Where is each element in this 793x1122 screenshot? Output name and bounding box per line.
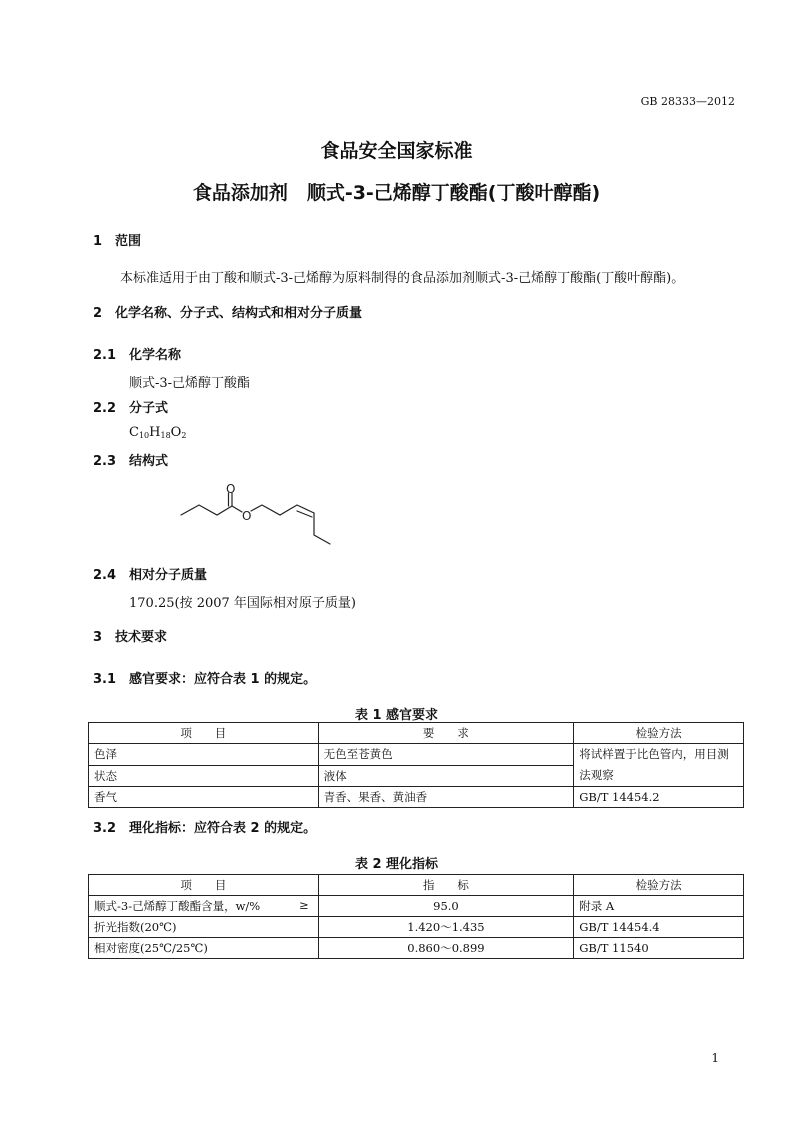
item-cell: 状态 <box>89 765 319 787</box>
section-title: 技术要求 <box>115 630 168 645</box>
method-cell: GB/T 14454.2 <box>574 787 744 808</box>
column-header: 指 标 <box>318 875 574 896</box>
table-header-row <box>89 875 744 896</box>
table-row <box>89 896 744 917</box>
method-cell: GB/T 11540 <box>574 938 744 959</box>
table-2 <box>88 874 744 959</box>
scope-text: 本标准适用于由丁酸和顺式-3-己烯醇为原料制得的食品添加剂顺式-3-己烯醇丁酸酯(丁酸叶醇酯)。 <box>120 271 685 286</box>
table-row <box>89 917 744 938</box>
section-number: 2.1 <box>93 348 117 363</box>
section-number: 3.2 <box>93 821 117 836</box>
table-header-row <box>89 723 744 744</box>
molecular-formula: $C_{10}H_{18}O_2$ <box>129 425 187 440</box>
page-number: 1 <box>711 1051 719 1065</box>
carbonyl-oxygen: O <box>226 482 236 496</box>
chemical-name: 顺式-3-己烯醇丁酸酯 <box>129 376 251 391</box>
section-3-2-heading <box>93 817 316 836</box>
section-3-heading <box>93 626 167 645</box>
column-header: 项 目 <box>89 723 319 744</box>
section-2-heading <box>93 302 362 321</box>
table-1-title: 表 1 感官要求 <box>354 708 439 723</box>
section-number: 2 <box>93 306 103 321</box>
section-2-3-heading <box>93 450 168 469</box>
section-1-heading <box>93 230 141 249</box>
molecular-mass: 170.25(按 2007 年国际相对原子质量) <box>129 596 356 611</box>
value-cell: 0.860～0.899 <box>318 938 574 959</box>
section-2-2-heading <box>93 397 168 416</box>
method-cell: GB/T 14454.4 <box>574 917 744 938</box>
section-number: 3 <box>93 630 103 645</box>
column-header: 检验方法 <box>574 875 744 896</box>
value-cell: 95.0 <box>318 896 574 917</box>
requirement-cell: 无色至苍黄色 <box>318 744 574 766</box>
table-row <box>89 744 744 766</box>
document-title: 食品安全国家标准 <box>320 140 473 162</box>
structural-formula <box>175 480 340 552</box>
standard-number: GB 28333—2012 <box>640 95 735 108</box>
item-cell: 折光指数(20℃) <box>89 917 319 938</box>
requirement-cell: 液体 <box>318 765 574 787</box>
section-number: 3.1 <box>93 672 117 687</box>
column-header: 要 求 <box>318 723 574 744</box>
section-title: 感官要求：应符合表 1 的规定。 <box>129 672 317 687</box>
section-number: 2.2 <box>93 401 117 416</box>
table-2-title: 表 2 理化指标 <box>354 857 439 872</box>
requirement-cell: 青香、果香、黄油香 <box>318 787 574 808</box>
item-cell: 色泽 <box>89 744 319 766</box>
section-title: 化学名称、分子式、结构式和相对分子质量 <box>115 306 363 321</box>
section-title: 理化指标：应符合表 2 的规定。 <box>129 821 317 836</box>
item-cell: 相对密度(25℃/25℃) <box>89 938 319 959</box>
section-title: 结构式 <box>129 454 169 469</box>
section-3-1-heading <box>93 668 316 687</box>
column-header: 项 目 <box>89 875 319 896</box>
section-2-1-heading <box>93 344 181 363</box>
section-number: 2.3 <box>93 454 117 469</box>
section-title: 范围 <box>115 234 142 249</box>
value-cell: 1.420～1.435 <box>318 917 574 938</box>
ester-oxygen: O <box>242 509 252 523</box>
section-title: 分子式 <box>129 401 169 416</box>
method-cell: 将试样置于比色管内，用目测法观察 <box>574 744 744 787</box>
section-number: 2.4 <box>93 568 117 583</box>
section-title: 化学名称 <box>129 348 182 363</box>
method-cell: 附录 A <box>574 896 744 917</box>
item-cell: 香气 <box>89 787 319 808</box>
column-header: 检验方法 <box>574 723 744 744</box>
table-row <box>89 787 744 808</box>
section-title: 相对分子质量 <box>129 568 208 583</box>
table-row <box>89 938 744 959</box>
table-1 <box>88 722 744 808</box>
section-2-4-heading <box>93 564 207 583</box>
ge-symbol: ≥ <box>299 898 309 912</box>
document-subtitle: 食品添加剂 顺式-3-己烯醇丁酸酯(丁酸叶醇酯) <box>192 182 601 204</box>
item-cell: 顺式-3-己烯醇丁酸酯含量，w/% ≥ <box>89 896 319 917</box>
section-number: 1 <box>93 234 103 249</box>
